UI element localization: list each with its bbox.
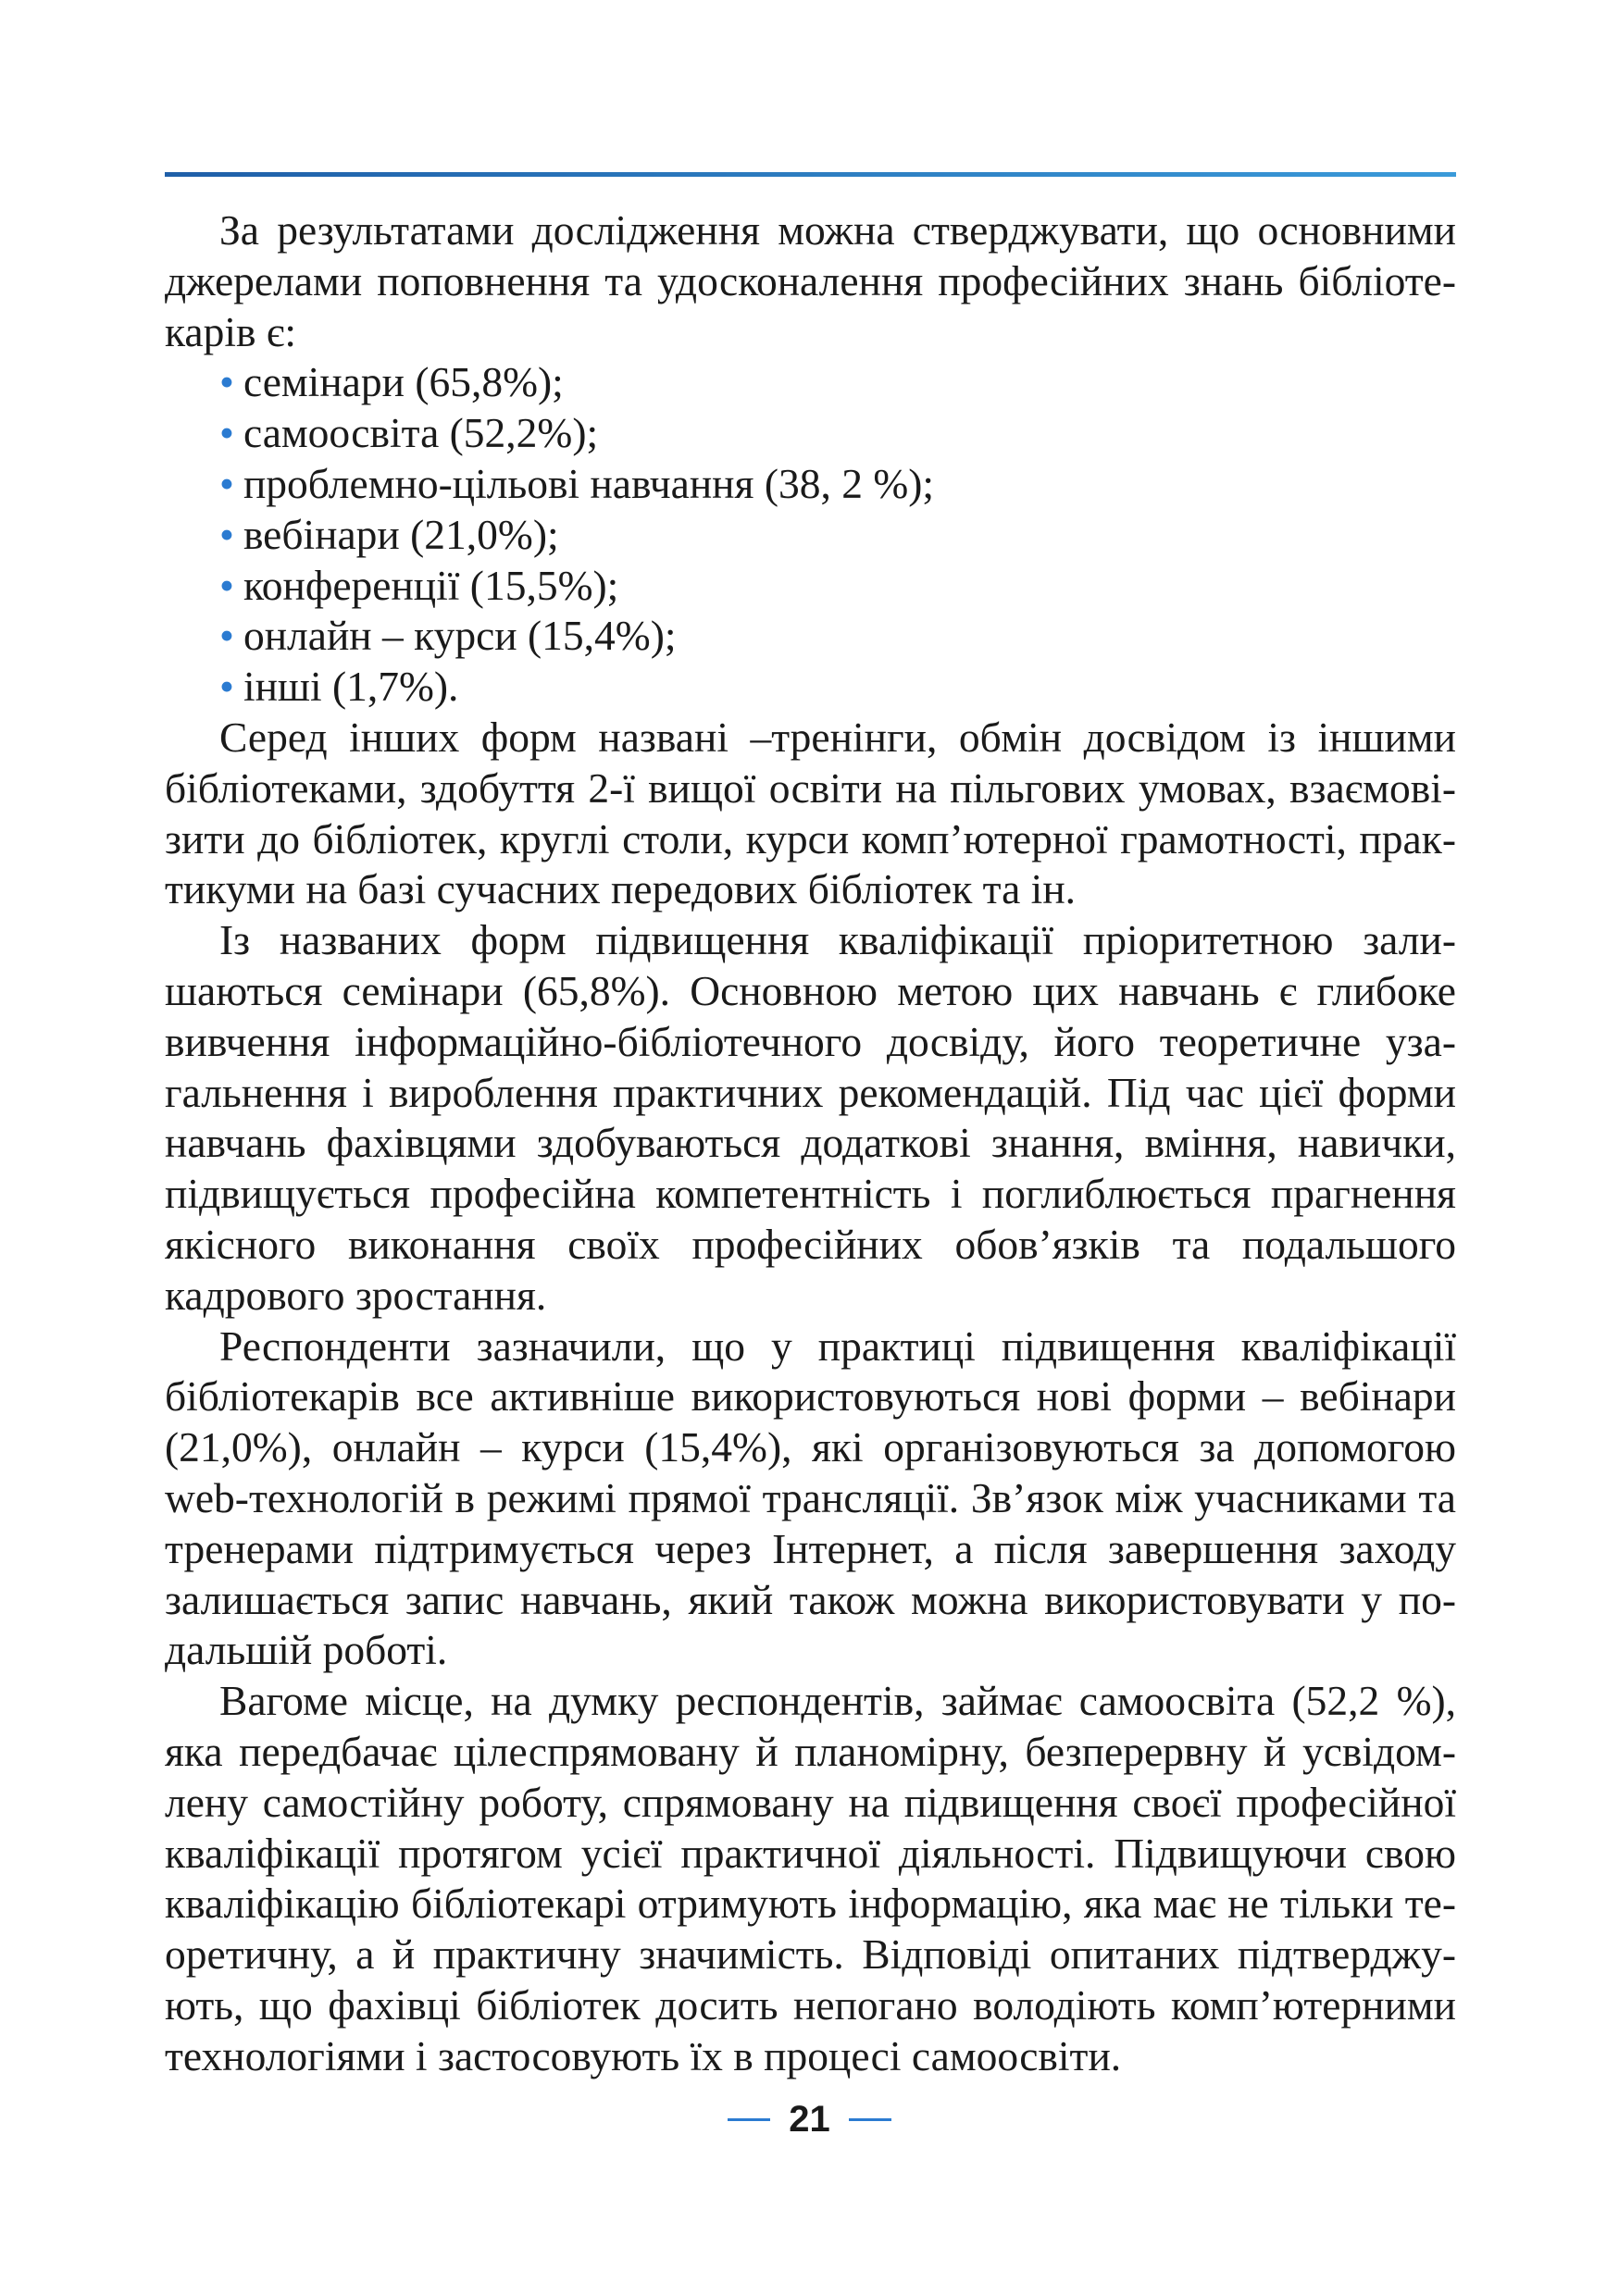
list-item: • вебінари (21,0%);	[219, 510, 559, 558]
list-item: • самоосвіта (52,2%);	[219, 409, 599, 457]
page-footer	[0, 2091, 1619, 2147]
bullet-icon: •	[219, 358, 234, 406]
paragraph-new-forms: Респонденти зазначили, що у практиці підвищення кваліфікації бібліотекарів все активніше використовуються нові форми – вебінари (21,0%), онлайн – курси (15,4%), які організовуються за допомогою web-технологій в режимі прямої трансляції. Зв’язок між учасниками та тренерами підтримується через Інтернет, а після завершення заходу залишається запис навчань, який також можна використовувати у подальшій роботі.	[165, 1322, 1456, 1674]
footer-dash-left	[728, 2118, 770, 2121]
list-item: • конференції (15,5%);	[219, 561, 619, 609]
paragraph-seminars: Із названих форм підвищення кваліфікації пріоритетною залишаються семінари (65,8%). Основною метою цих навчань є глибоке вивчення інформаційно-бібліотечного досвіду, його теоретичне узагальнення і вироблення практичних рекомендацій. Під час цієї форми навчань фахівцями здобуваються додаткові знання, вміння, навички, підвищується професійна компетентність і поглиблюється прагнення якісного виконання своїх професійних обов’язків та подальшого кадрового зростання.	[165, 916, 1456, 1319]
footer-dash-right	[849, 2118, 891, 2121]
intro-paragraph: За результатами дослідження можна стверджувати, що основними джерелами поповнення та удосконалення професійних знань бібліотекарів є:	[165, 206, 1456, 355]
bullet-icon: •	[219, 663, 234, 711]
bullet-icon: •	[219, 612, 234, 660]
sources-list	[165, 357, 1456, 713]
bullet-icon: •	[219, 510, 234, 558]
list-item: • семінари (65,8%);	[219, 358, 564, 406]
paragraph-self-education: Вагоме місце, на думку респондентів, займає самоосвіта (52,2 %), яка передбачає цілеспрямовану й планомірну, безперервну й усвідомлену самостійну роботу, спрямовану на підвищення своєї професійної кваліфікації протягом усієї практичної діяльності. Підвищуючи свою кваліфікацію бібліотекарі отримують інформацію, яка має не тільки теоретичну, а й практичну значимість. Відповіді опитаних підтверджують, що фахівці бібліотек досить непогано володіють комп’ютерними технологіями і застосовують їх в процесі самоосвіти.	[165, 1677, 1456, 2079]
page-number: 21	[789, 2098, 830, 2140]
paragraph-other-forms: Серед інших форм названі –тренінги, обмін досвідом із іншими бібліотеками, здобуття 2-ї вищої освіти на пільгових умовах, взаємовізити до бібліотек, круглі столи, курси комп’ютерної грамотності, практикуми на базі сучасних передових бібліотек та ін.	[165, 713, 1456, 913]
page-body	[165, 205, 1456, 2081]
list-item: • інші (1,7%).	[219, 663, 459, 711]
bullet-icon: •	[219, 561, 234, 609]
list-item: • проблемно-цільові навчання (38, 2 %);	[219, 459, 935, 507]
header-rule	[165, 172, 1456, 177]
bullet-icon: •	[219, 409, 234, 457]
bullet-icon: •	[219, 459, 234, 507]
list-item: • онлайн – курси (15,4%);	[219, 612, 677, 660]
